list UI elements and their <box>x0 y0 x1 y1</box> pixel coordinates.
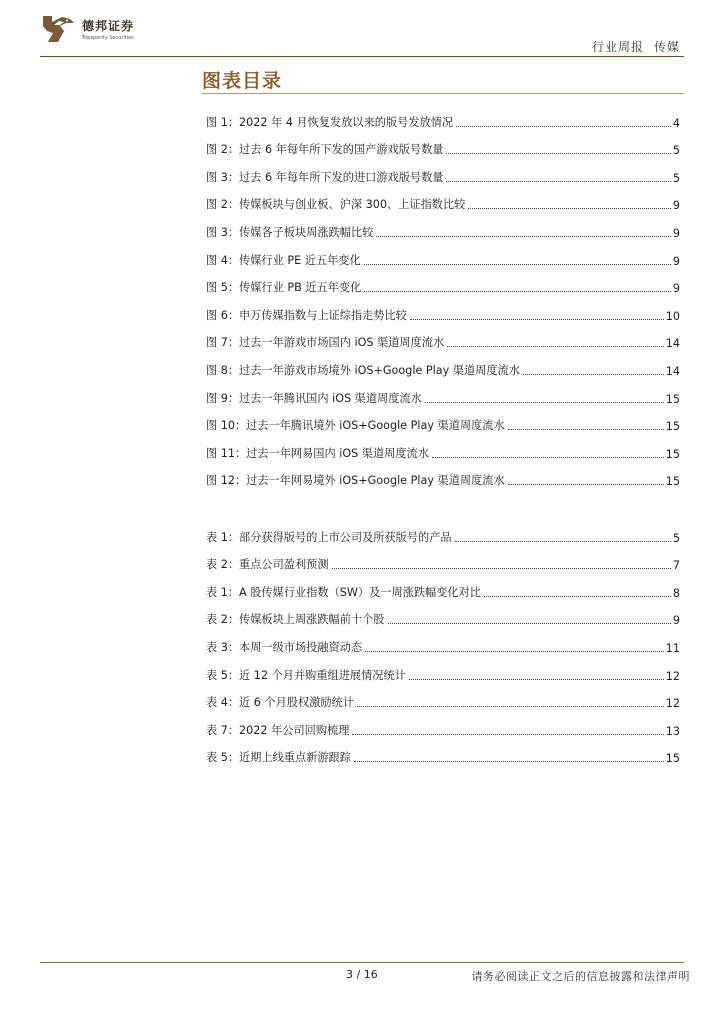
table-toc-entry[interactable] <box>206 517 680 545</box>
table-toc-entry[interactable] <box>206 600 680 628</box>
report-header <box>582 38 680 55</box>
toc-entry-page: 9 <box>672 199 680 213</box>
figure-toc-entry[interactable] <box>206 102 680 130</box>
toc-entry-label: 表 5：近 12 个月并购重组进展情况统计 <box>206 668 406 682</box>
report-sector: 传媒 <box>653 40 680 54</box>
dot-leader <box>447 345 664 347</box>
toc-entry-label: 图 1：2022 年 4 月恢复发放以来的版号发放情况 <box>206 115 454 129</box>
toc-title: 图表目录 <box>202 70 283 92</box>
toc-entry-label: 图 7：过去一年游戏市场国内 iOS 渠道周度流水 <box>206 336 445 350</box>
toc-entry-page: 11 <box>665 641 680 655</box>
toc-entry-page: 9 <box>672 226 680 240</box>
dot-leader <box>508 483 664 485</box>
toc-entry-page: 15 <box>665 752 680 766</box>
figure-list <box>206 102 680 488</box>
dot-leader <box>446 180 670 182</box>
figure-toc-entry[interactable] <box>206 240 680 268</box>
figure-toc-entry[interactable] <box>206 433 680 461</box>
page-number: 3 / 16 <box>346 968 378 981</box>
toc-entry-page: 5 <box>672 144 680 158</box>
dot-leader <box>410 318 664 320</box>
toc-entry-label: 图 10：过去一年腾讯境外 iOS+Google Play 渠道周度流水 <box>206 419 505 433</box>
toc-entry-page: 15 <box>665 420 680 434</box>
logo-name-en: Topsperity Securities <box>82 35 134 41</box>
dot-leader <box>388 622 671 624</box>
toc-entry-page: 9 <box>672 254 680 268</box>
figure-toc-entry[interactable] <box>206 323 680 351</box>
toc-entry-label: 图 2：传媒板块与创业板、沪深 300、上证指数比较 <box>206 198 466 212</box>
company-logo <box>40 13 134 45</box>
figure-toc-entry[interactable] <box>206 157 680 185</box>
toc-entry-page: 7 <box>672 559 680 573</box>
figure-toc-entry[interactable] <box>206 461 680 489</box>
toc-entry-label: 图 4：传媒行业 PE 近五年变化 <box>206 253 361 267</box>
figure-toc-entry[interactable] <box>206 378 680 406</box>
toc-entry-page: 13 <box>665 724 680 738</box>
toc-entry-label: 表 5：近期上线重点新游跟踪 <box>206 751 351 765</box>
toc-entry-label: 表 1：A 股传媒行业指数（SW）及一周涨跌幅变化对比 <box>206 585 481 599</box>
toc-entry-page: 8 <box>672 586 680 600</box>
toc-entry-page: 5 <box>672 171 680 185</box>
table-toc-entry[interactable] <box>206 683 680 711</box>
table-toc-entry[interactable] <box>206 627 680 655</box>
dot-leader <box>468 207 671 209</box>
toc-entry-label: 图 5：传媒行业 PB 近五年变化 <box>206 281 362 295</box>
table-toc-entry[interactable] <box>206 572 680 600</box>
toc-entry-page: 14 <box>665 364 680 378</box>
toc-entry-label: 表 1：部分获得版号的上市公司及所获版号的产品 <box>206 530 452 544</box>
dot-leader <box>364 290 671 292</box>
table-list <box>206 517 680 765</box>
toc-entry-label: 图 12：过去一年网易境外 iOS+Google Play 渠道周度流水 <box>206 474 505 488</box>
toc-entry-page: 15 <box>665 475 680 489</box>
table-toc-entry[interactable] <box>206 655 680 683</box>
toc-entry-label: 图 8：过去一年游戏市场境外 iOS+Google Play 渠道周度流水 <box>206 363 520 377</box>
legal-disclaimer: 请务必阅读正文之后的信息披露和法律声明 <box>471 970 690 983</box>
toc-entry-page: 14 <box>665 337 680 351</box>
toc-entry-page: 15 <box>665 392 680 406</box>
footer-divider <box>40 962 684 963</box>
toc-entry-label: 图 3：传媒各子板块周涨跌幅比较 <box>206 225 374 239</box>
toc-entry-page: 15 <box>665 447 680 461</box>
figure-toc-entry[interactable] <box>206 268 680 296</box>
toc-entry-label: 图 9：过去一年腾讯国内 iOS 渠道周度流水 <box>206 391 422 405</box>
dot-leader <box>484 595 671 597</box>
dot-leader <box>409 678 664 680</box>
title-divider <box>202 93 684 94</box>
dot-leader <box>425 401 664 403</box>
toc-entry-page: 4 <box>672 116 680 130</box>
dot-leader <box>446 152 670 154</box>
dot-leader <box>354 760 664 762</box>
toc-entry-page: 9 <box>672 614 680 628</box>
logo-name-cn: 德邦证券 <box>82 19 135 33</box>
table-toc-entry[interactable] <box>206 545 680 573</box>
toc-entry-label: 表 4：近 6 个月股权激励统计 <box>206 696 354 710</box>
toc-entry-label: 表 3：本周一级市场投融资动态 <box>206 640 363 654</box>
dot-leader <box>508 428 664 430</box>
dot-leader <box>365 650 664 652</box>
toc-entry-page: 5 <box>672 531 680 545</box>
dragon-logo-icon <box>40 13 78 45</box>
dot-leader <box>357 705 664 707</box>
dot-leader <box>332 567 671 569</box>
dot-leader <box>432 456 664 458</box>
figure-toc-entry[interactable] <box>206 406 680 434</box>
header-divider <box>40 56 684 57</box>
table-toc-entry[interactable] <box>206 710 680 738</box>
toc-entry-label: 图 6：申万传媒指数与上证综指走势比较 <box>206 308 407 322</box>
figure-toc-entry[interactable] <box>206 185 680 213</box>
dot-leader <box>456 125 671 127</box>
toc-entry-page: 9 <box>672 282 680 296</box>
dot-leader <box>376 235 671 237</box>
toc-entry-page: 12 <box>665 697 680 711</box>
figure-toc-entry[interactable] <box>206 350 680 378</box>
toc-entry-label: 图 11：过去一年网易国内 iOS 渠道周度流水 <box>206 446 429 460</box>
toc-entry-page: 10 <box>665 309 680 323</box>
report-category: 行业周报 <box>591 40 644 54</box>
toc-entry-label: 图 2：过去 6 年每年所下发的国产游戏版号数量 <box>206 143 444 157</box>
toc-entry-label: 表 7：2022 年公司回购梳理 <box>206 723 350 737</box>
toc-entry-label: 图 3：过去 6 年每年所下发的进口游戏版号数量 <box>206 170 444 184</box>
figure-toc-entry[interactable] <box>206 212 680 240</box>
table-toc-entry[interactable] <box>206 738 680 766</box>
dot-leader <box>364 263 671 265</box>
dot-leader <box>455 540 671 542</box>
figure-toc-entry[interactable] <box>206 295 680 323</box>
toc-entry-page: 12 <box>665 669 680 683</box>
toc-entry-label: 表 2：传媒板块上周涨跌幅前十个股 <box>206 613 385 627</box>
dot-leader <box>523 373 664 375</box>
figure-toc-entry[interactable] <box>206 130 680 158</box>
toc-entry-label: 表 2：重点公司盈利预测 <box>206 558 329 572</box>
dot-leader <box>352 733 663 735</box>
